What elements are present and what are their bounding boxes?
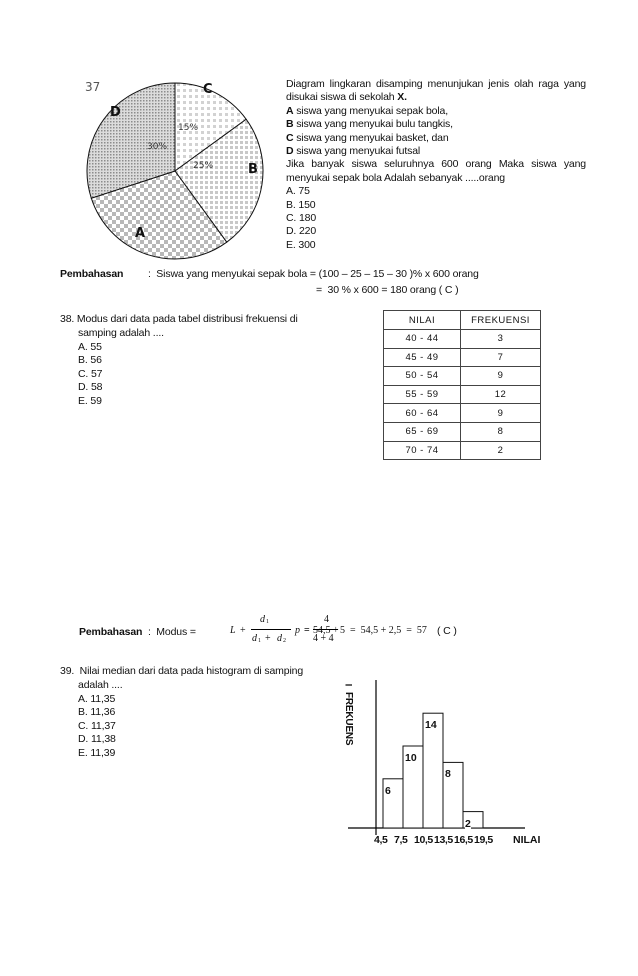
q37-item-key: B xyxy=(286,118,294,131)
formula-L: L xyxy=(230,625,236,636)
q37-options xyxy=(286,185,586,252)
q37-item-text: siswa yang menyukai bulu tangkis, xyxy=(293,118,453,131)
q38-pembahasan-prefix: : Modus = xyxy=(148,626,196,638)
histogram-tick-label: 4,5 xyxy=(374,834,388,846)
q38-options xyxy=(78,341,102,408)
table-header-row xyxy=(384,311,541,330)
q37-intro-text: Diagram lingkaran disamping menunjukan jenis olah raga yang disukai siswa di sekolah xyxy=(286,78,586,104)
formula-plus: + xyxy=(240,625,246,636)
q37-option-e: E. 300 xyxy=(286,238,316,251)
q39-option-d: D. 11,38 xyxy=(78,733,116,746)
q38-question-line1: 38. Modus dari data pada tabel distribusi frekuensi di xyxy=(60,313,298,325)
q39-question-line2: adalah .... xyxy=(78,679,123,691)
histogram-bar-value: 6 xyxy=(385,784,391,797)
histogram-tick-label: 10,5 xyxy=(414,834,433,846)
formula-fraction-bar-1 xyxy=(251,629,291,630)
q39-option-b: B. 11,36 xyxy=(78,706,116,719)
q37-option-c: C. 180 xyxy=(286,212,317,225)
table-row xyxy=(384,385,541,404)
q38-option-a: A. 55 xyxy=(78,341,102,353)
formula-eq: = xyxy=(304,625,310,636)
formula-num: 4 xyxy=(324,614,329,625)
q38-question-line2: samping adalah .... xyxy=(78,327,164,339)
q37-text xyxy=(286,78,586,252)
cell-nilai: 70 - 74 xyxy=(384,441,461,460)
q38-option-e: E. 59 xyxy=(78,394,102,407)
table-row xyxy=(384,367,541,386)
cell-frekuensi: 9 xyxy=(461,404,541,423)
q38-answer: ( C ) xyxy=(437,625,457,637)
histogram-bar-value: 2 xyxy=(465,817,471,830)
table-row xyxy=(384,441,541,460)
cell-nilai: 60 - 64 xyxy=(384,404,461,423)
histogram-y-label-mark: I xyxy=(343,683,354,687)
pie-label-15pct: 15% xyxy=(178,123,199,133)
q38-pembahasan-label: Pembahasan xyxy=(79,626,143,638)
cell-frekuensi: 8 xyxy=(461,422,541,441)
q37-item-text: siswa yang menyukai futsal xyxy=(293,145,421,158)
formula-d1-num: d xyxy=(260,614,265,625)
formula-p: p xyxy=(295,625,300,636)
q37-item-text: siswa yang menyukai sepak bola, xyxy=(293,104,448,117)
q38-option-b: B. 56 xyxy=(78,354,102,367)
formula-d1-den-sub: 1 xyxy=(258,638,261,644)
histogram-tick-label: 19,5 xyxy=(474,834,493,846)
q38-option-d: D. 58 xyxy=(78,381,103,394)
cell-nilai: 65 - 69 xyxy=(384,422,461,441)
q39-option-a: A. 11,35 xyxy=(78,693,116,705)
q37-option-d: D. 220 xyxy=(286,225,317,238)
frequency-table xyxy=(383,310,541,460)
table-row xyxy=(384,330,541,349)
pie-label-a: A xyxy=(135,226,146,241)
q38-option-c: C. 57 xyxy=(78,367,103,380)
pie-label-b: B xyxy=(248,162,258,177)
q37-pembahasan-line2: = 30 % x 600 = 180 orang ( C ) xyxy=(316,284,459,296)
pie-label-37: 37 xyxy=(85,80,101,94)
histogram-y-label: FREKUENS xyxy=(343,692,354,746)
formula-plus-den: + xyxy=(265,633,271,644)
formula-rest: 5 = 54,5 + 2,5 = 57 xyxy=(340,625,427,636)
histogram-tick-label: 7,5 xyxy=(394,834,408,846)
q37-option-b: B. 150 xyxy=(286,198,316,211)
cell-frekuensi: 12 xyxy=(461,385,541,404)
q37-item-b xyxy=(286,118,586,131)
histogram-bar-value: 10 xyxy=(405,752,417,764)
cell-nilai: 55 - 59 xyxy=(384,385,461,404)
formula-d2-den-sub: 2 xyxy=(283,638,286,644)
formula-v1: 54,5 + xyxy=(313,625,339,636)
cell-nilai: 40 - 44 xyxy=(384,330,461,349)
pie-label-30pct: 30% xyxy=(147,142,168,152)
cell-frekuensi: 7 xyxy=(461,348,541,367)
q37-item-a xyxy=(286,105,586,118)
pie-label-d: D xyxy=(110,105,121,120)
q37-pembahasan-label: Pembahasan xyxy=(60,268,124,280)
histogram-bar-value: 14 xyxy=(425,719,437,732)
q39-option-c: C. 11,37 xyxy=(78,719,116,732)
q37-intro-bold: X. xyxy=(397,91,407,104)
q37-option-a: A. 75 xyxy=(286,185,310,198)
q39-option-e: E. 11,39 xyxy=(78,746,116,759)
cell-frekuensi: 2 xyxy=(461,441,541,460)
histogram-tick-label: 16,5 xyxy=(454,834,473,846)
histogram-bar-value: 8 xyxy=(445,768,451,781)
formula-den: 4 + 4 xyxy=(313,633,334,644)
cell-frekuensi: 9 xyxy=(461,367,541,386)
q37-item-key: A xyxy=(286,104,294,117)
cell-nilai: 45 - 49 xyxy=(384,348,461,367)
q37-item-key: C xyxy=(286,131,294,144)
q37-question: Jika banyak siswa seluruhnya 600 orang Maka siswa yang menyukai sepak bola Adalah sebanyak .....orang xyxy=(286,158,586,184)
pie-label-c: C xyxy=(203,82,213,97)
pie-chart xyxy=(80,76,270,266)
q37-intro xyxy=(286,78,586,105)
histogram-tick-label: 13,5 xyxy=(434,834,453,846)
cell-frekuensi: 3 xyxy=(461,330,541,349)
q37-pembahasan-line1: : Siswa yang menyukai sepak bola = (100 – 25 – 15 – 30 )% x 600 orang xyxy=(148,268,479,280)
table-row xyxy=(384,422,541,441)
formula-d2-den: d xyxy=(277,633,282,644)
formula-fraction-bar-2 xyxy=(313,629,338,630)
table-row xyxy=(384,348,541,367)
q37-item-key: D xyxy=(286,145,294,158)
histogram xyxy=(330,660,560,860)
q39-question-line1: 39. Nilai median dari data pada histogram di samping xyxy=(60,665,304,677)
histogram-x-label: NILAI xyxy=(513,834,541,846)
q37-item-c xyxy=(286,132,586,145)
formula-d1-den: d xyxy=(252,633,257,644)
q37-item-text: siswa yang menyukai basket, dan xyxy=(293,131,449,144)
cell-nilai: 50 - 54 xyxy=(384,367,461,386)
formula-d1-num-sub: 1 xyxy=(266,619,269,625)
header-frekuensi: FREKUENSI xyxy=(461,311,541,330)
q37-item-d xyxy=(286,145,586,158)
pie-label-25pct: 25% xyxy=(193,161,214,171)
header-nilai: NILAI xyxy=(384,311,461,330)
q39-options xyxy=(78,693,116,760)
table-row xyxy=(384,404,541,423)
